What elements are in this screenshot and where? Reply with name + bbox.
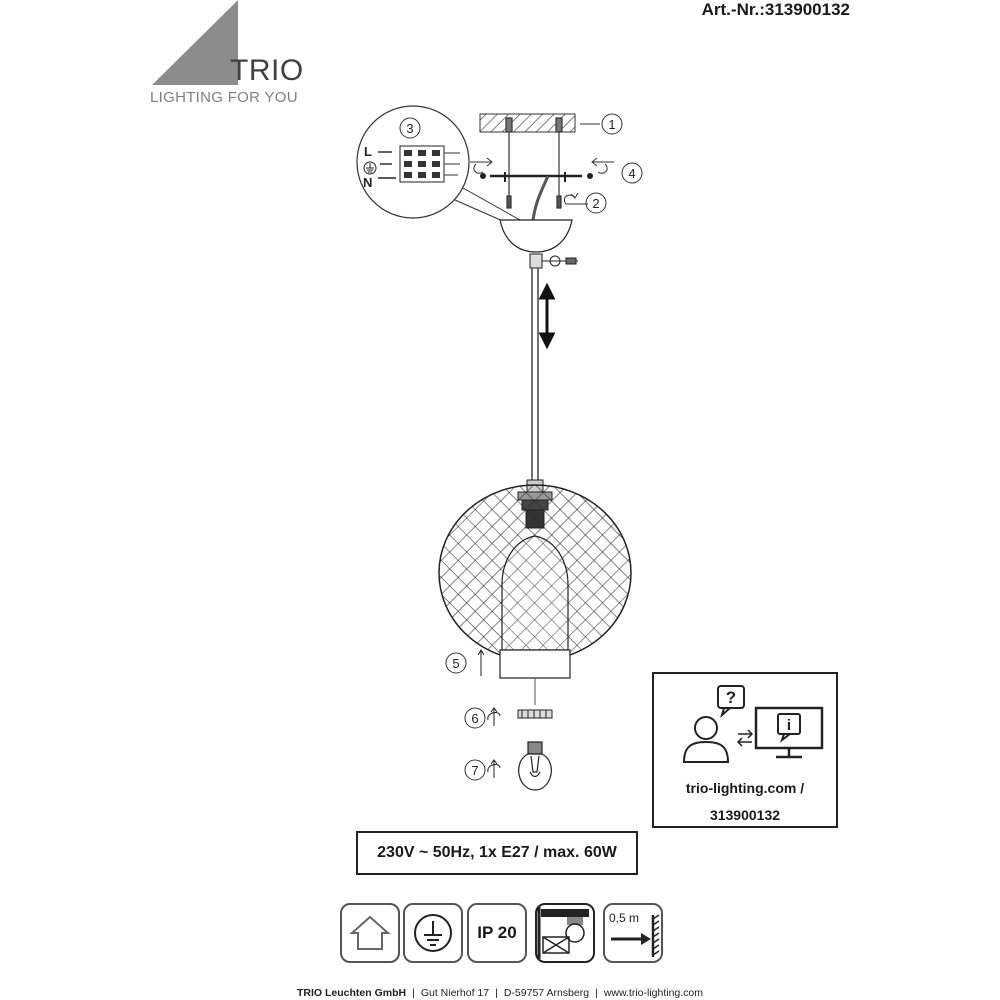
user-question-icon — [684, 686, 744, 762]
svg-text:4: 4 — [628, 166, 636, 181]
ceiling-canopy — [500, 220, 572, 252]
cord-grip — [530, 254, 578, 268]
info-url: trio-lighting.com / — [685, 780, 805, 796]
indoor-use-symbol — [340, 903, 400, 963]
callout-6 — [465, 708, 500, 728]
mounting-bracket — [480, 172, 593, 182]
live-label: L — [364, 144, 372, 159]
svg-text:3: 3 — [406, 121, 414, 136]
svg-text:5: 5 — [452, 656, 460, 671]
svg-text:0,5 m: 0,5 m — [609, 911, 640, 925]
cable-wire — [533, 176, 548, 220]
footer-company: TRIO Leuchten GmbH — [296, 987, 407, 999]
svg-text:1: 1 — [608, 117, 616, 132]
footer: TRIO Leuchten GmbH | Gut Nierhof 17 | D-59757 Arnsberg | www.trio-lighting.com — [296, 987, 704, 999]
height-adjust-arrow-icon — [541, 286, 553, 346]
online-info-box — [652, 672, 838, 828]
callout-2 — [586, 193, 606, 213]
svg-text:2: 2 — [592, 196, 600, 211]
footer-city: D-59757 Arnsberg — [503, 987, 590, 999]
neutral-label: N — [363, 175, 373, 190]
callout-5 — [446, 650, 484, 676]
footer-website[interactable]: www.trio-lighting.com — [603, 987, 704, 999]
footer-street: Gut Nierhof 17 — [420, 987, 490, 999]
protection-class-symbol — [403, 903, 463, 963]
house-icon — [342, 905, 398, 961]
callout-4 — [622, 163, 642, 183]
ground-icon — [405, 905, 461, 961]
distance-arrow-icon — [605, 905, 661, 961]
no-insulation-icon — [537, 905, 593, 961]
brand-name: TRIO — [230, 54, 304, 87]
svg-text:i: i — [786, 717, 792, 734]
callout-1 — [580, 114, 622, 134]
ring-nut — [518, 710, 552, 718]
callout-7 — [465, 760, 500, 780]
min-distance-symbol — [603, 903, 663, 963]
monitor-info-icon — [756, 708, 822, 757]
exchange-arrows-icon — [738, 730, 752, 746]
article-number: Art.-Nr.:313900132 — [701, 0, 850, 19]
svg-text:6: 6 — [471, 711, 479, 726]
svg-text:7: 7 — [471, 763, 479, 778]
info-article-number: 313900132 — [709, 807, 781, 823]
no-insulation-symbol — [535, 903, 595, 963]
electrical-specs: 230V ~ 50Hz, 1x E27 / max. 60W — [356, 831, 638, 875]
svg-text:?: ? — [725, 688, 737, 707]
ip-rating-symbol: IP 20 — [467, 903, 527, 963]
mesh-globe-shade — [439, 485, 631, 678]
suspension-cable — [532, 268, 538, 480]
light-bulb-icon — [519, 742, 552, 790]
brand-tagline: LIGHTING FOR YOU — [150, 89, 298, 106]
